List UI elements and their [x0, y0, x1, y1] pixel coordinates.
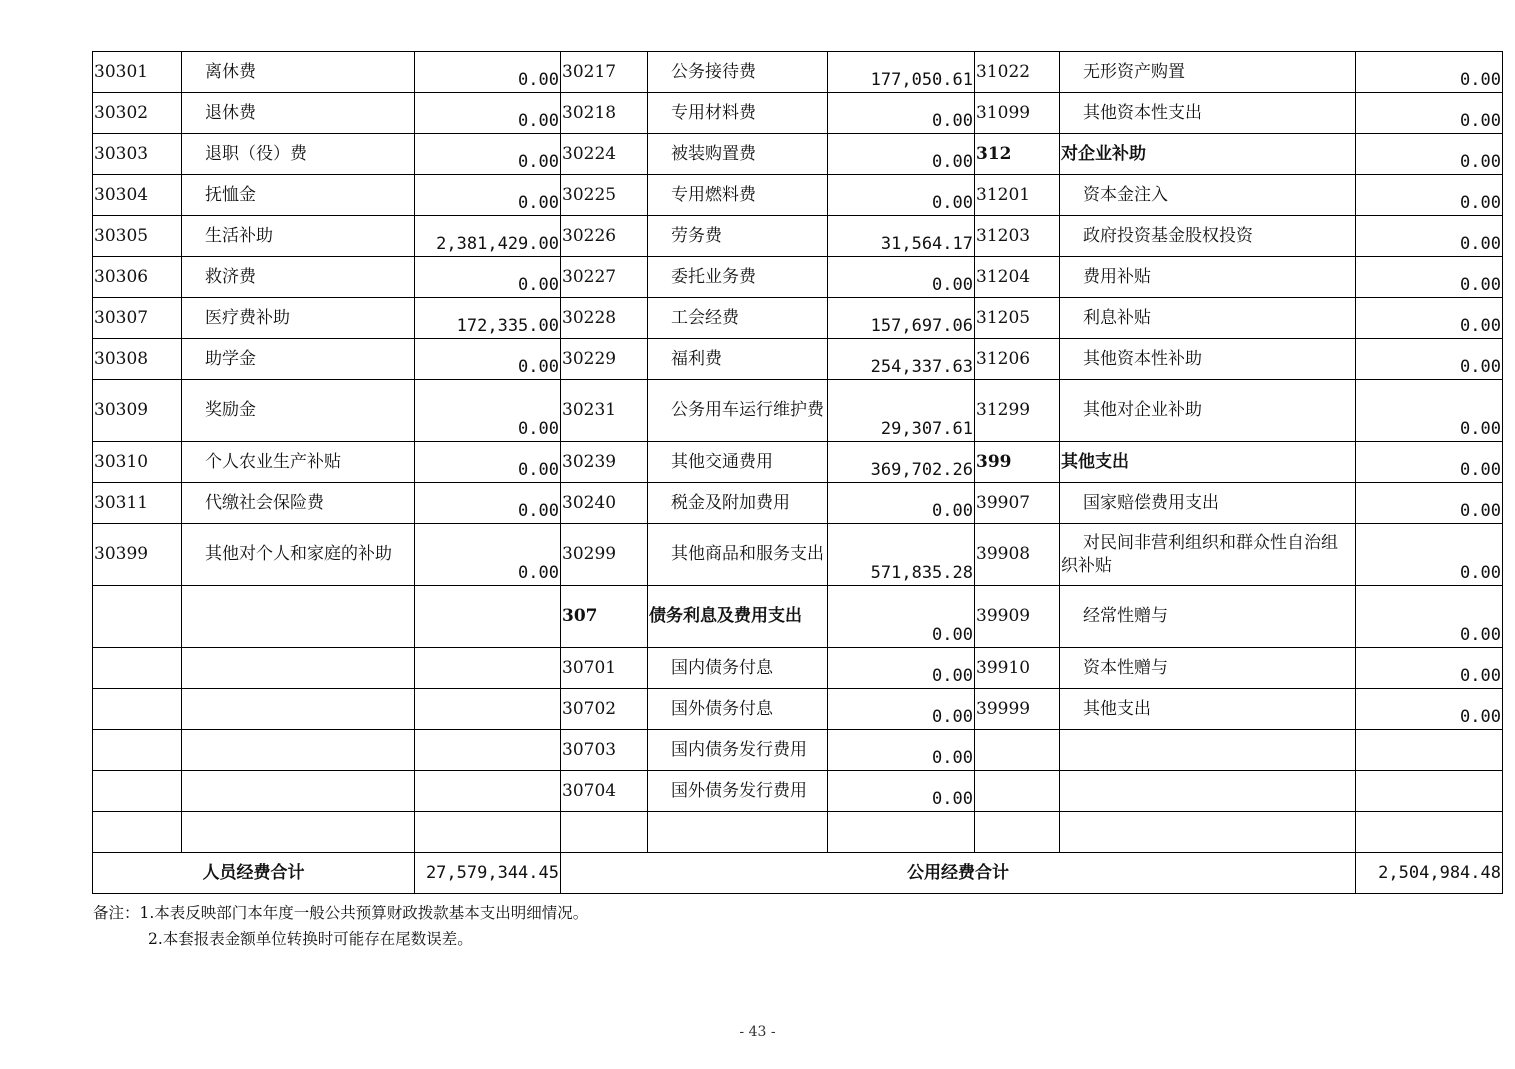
table-row: [93, 812, 1503, 853]
amount: 0.00: [1356, 298, 1503, 339]
amount: 29,307.61: [828, 380, 975, 442]
note-line-1: 备注：1.本表反映部门本年度一般公共预算财政拨款基本支出明细情况。: [93, 904, 589, 922]
amount: 369,702.26: [828, 442, 975, 483]
amount: 0.00: [828, 648, 975, 689]
personnel-total-value: 27,579,344.45: [415, 853, 561, 894]
table-row: [93, 442, 1503, 483]
amount: 31,564.17: [828, 216, 975, 257]
account-name: [182, 380, 415, 442]
amount: 0.00: [828, 771, 975, 812]
amount: 0.00: [415, 175, 561, 216]
account-code: 30218: [561, 93, 648, 134]
account-code: 30308: [93, 339, 182, 380]
amount: 0.00: [828, 730, 975, 771]
account-name: [182, 483, 415, 524]
account-name: [648, 771, 828, 812]
account-name: [648, 380, 828, 442]
account-name-label: 其他资本性支出: [1083, 102, 1202, 123]
account-name-label: 退职（役）费: [205, 143, 307, 164]
account-code: 39908: [975, 524, 1060, 586]
table-row: [93, 771, 1503, 812]
account-name: [1060, 524, 1356, 586]
amount: 0.00: [828, 586, 975, 648]
account-name: [182, 52, 415, 93]
account-name-label: 个人农业生产补贴: [205, 451, 341, 472]
note-line-2: 2.本套报表金额单位转换时可能存在尾数误差。: [148, 930, 473, 948]
account-code: [975, 812, 1060, 853]
account-name: [1060, 689, 1356, 730]
account-name: [182, 339, 415, 380]
account-name: [182, 586, 415, 648]
account-name: [648, 442, 828, 483]
amount: 0.00: [828, 134, 975, 175]
account-code: 39907: [975, 483, 1060, 524]
account-code: 30224: [561, 134, 648, 175]
account-code: 30702: [561, 689, 648, 730]
amount: [415, 812, 561, 853]
account-name: [1060, 93, 1356, 134]
account-code: 30302: [93, 93, 182, 134]
amount: 0.00: [828, 175, 975, 216]
account-name-label: 医疗费补助: [205, 307, 290, 328]
account-name-label: 其他商品和服务支出: [671, 544, 824, 565]
account-code: [93, 586, 182, 648]
account-code: 31205: [975, 298, 1060, 339]
account-code: 399: [975, 442, 1060, 483]
account-code: 30310: [93, 442, 182, 483]
account-code: 307: [561, 586, 648, 648]
account-name-label: 国外债务发行费用: [671, 780, 807, 801]
amount: 0.00: [1356, 586, 1503, 648]
account-name: [1060, 586, 1356, 648]
account-name-label: 福利费: [671, 348, 722, 369]
table-row: [93, 524, 1503, 586]
account-code: 30229: [561, 339, 648, 380]
account-code: 31201: [975, 175, 1060, 216]
account-name-label: 税金及附加费用: [671, 492, 790, 513]
account-name-label: 抚恤金: [205, 184, 256, 205]
account-name: [648, 339, 828, 380]
amount: 0.00: [1356, 257, 1503, 298]
account-name: [1060, 216, 1356, 257]
personnel-total-label: 人员经费合计: [93, 853, 415, 894]
account-name-label: 工会经费: [671, 307, 739, 328]
account-name: [648, 134, 828, 175]
amount: [1356, 771, 1503, 812]
account-name: [182, 689, 415, 730]
account-name: [182, 730, 415, 771]
account-name-label: 国家赔偿费用支出: [1083, 492, 1219, 513]
account-name: [1060, 175, 1356, 216]
account-name-label: 其他交通费用: [671, 451, 773, 472]
table-row: [93, 257, 1503, 298]
account-name: [1060, 257, 1356, 298]
table-row: [93, 380, 1503, 442]
account-name-label: 国外债务付息: [671, 698, 773, 719]
account-name: [1060, 648, 1356, 689]
account-code: 30217: [561, 52, 648, 93]
account-name: [1060, 771, 1356, 812]
account-name-label: 劳务费: [671, 225, 722, 246]
account-name: [648, 216, 828, 257]
account-code: 30701: [561, 648, 648, 689]
amount: 0.00: [415, 483, 561, 524]
account-name: [1060, 812, 1356, 853]
account-code: [93, 771, 182, 812]
account-name: [182, 216, 415, 257]
account-code: 30301: [93, 52, 182, 93]
table-row: [93, 730, 1503, 771]
account-name-label: 无形资产购置: [1083, 61, 1185, 82]
account-name-label: 资本性赠与: [1083, 657, 1168, 678]
amount: [828, 812, 975, 853]
account-code: 31022: [975, 52, 1060, 93]
account-code: [93, 648, 182, 689]
amount: 0.00: [1356, 442, 1503, 483]
amount: 0.00: [415, 380, 561, 442]
amount: 0.00: [828, 483, 975, 524]
account-code: 39999: [975, 689, 1060, 730]
account-name-label: 利息补贴: [1083, 307, 1151, 328]
account-name-label: 离休费: [205, 61, 256, 82]
account-name-label: 生活补助: [205, 225, 273, 246]
account-name: [648, 730, 828, 771]
amount: 0.00: [1356, 524, 1503, 586]
account-name-label: 债务利息及费用支出: [649, 606, 802, 627]
account-name-label: 公务接待费: [671, 61, 756, 82]
account-name: [648, 689, 828, 730]
account-name: [182, 175, 415, 216]
notes: [93, 900, 588, 952]
account-name-label: 对民间非营利组织和群众性自治组织补贴: [1061, 532, 1338, 576]
amount: 2,381,429.00: [415, 216, 561, 257]
account-name-label: 代缴社会保险费: [205, 492, 324, 513]
amount: 0.00: [1356, 380, 1503, 442]
account-name-label: 资本金注入: [1083, 184, 1168, 205]
account-name: [648, 175, 828, 216]
account-code: 39909: [975, 586, 1060, 648]
account-name-label: 国内债务发行费用: [671, 739, 807, 760]
account-name-label: 其他对个人和家庭的补助: [205, 544, 392, 565]
account-name: [648, 812, 828, 853]
account-name: [648, 586, 828, 648]
expenditure-detail-table: [92, 51, 1503, 894]
account-code: 30704: [561, 771, 648, 812]
account-name-label: 退休费: [205, 102, 256, 123]
amount: 0.00: [1356, 52, 1503, 93]
table-row: [93, 689, 1503, 730]
account-name: [182, 442, 415, 483]
table-row: [93, 298, 1503, 339]
table-row: [93, 339, 1503, 380]
amount: 0.00: [1356, 216, 1503, 257]
amount: 0.00: [828, 93, 975, 134]
account-name: [182, 771, 415, 812]
account-name: [1060, 380, 1356, 442]
account-name: [182, 93, 415, 134]
account-name: [648, 483, 828, 524]
account-name: [182, 134, 415, 175]
account-code: 30304: [93, 175, 182, 216]
table-row: [93, 483, 1503, 524]
account-name-label: 委托业务费: [671, 266, 756, 287]
account-code: 30307: [93, 298, 182, 339]
account-code: 30231: [561, 380, 648, 442]
account-code: 30239: [561, 442, 648, 483]
account-name: [1060, 730, 1356, 771]
amount: 0.00: [415, 524, 561, 586]
account-name-label: 其他资本性补助: [1083, 348, 1202, 369]
account-code: 30399: [93, 524, 182, 586]
account-name: [1060, 134, 1356, 175]
amount: 0.00: [1356, 648, 1503, 689]
amount: 0.00: [415, 339, 561, 380]
account-name: [182, 812, 415, 853]
account-name-label: 对企业补助: [1061, 143, 1146, 164]
table-row: [93, 175, 1503, 216]
account-name: [1060, 483, 1356, 524]
account-code: 30299: [561, 524, 648, 586]
amount: 0.00: [828, 257, 975, 298]
account-name: [1060, 298, 1356, 339]
account-name-label: 专用燃料费: [671, 184, 756, 205]
account-code: 30240: [561, 483, 648, 524]
account-name: [182, 524, 415, 586]
account-code: 30311: [93, 483, 182, 524]
amount: [415, 730, 561, 771]
account-code: 30309: [93, 380, 182, 442]
amount: 157,697.06: [828, 298, 975, 339]
account-name-label: 奖励金: [205, 400, 256, 421]
account-name: [182, 298, 415, 339]
account-name-label: 其他对企业补助: [1083, 400, 1202, 421]
account-code: [975, 730, 1060, 771]
account-name: [182, 257, 415, 298]
page-number: - 43 -: [739, 1024, 776, 1040]
account-code: [975, 771, 1060, 812]
account-code: [93, 812, 182, 853]
amount: [415, 648, 561, 689]
account-name: [648, 52, 828, 93]
amount: 0.00: [1356, 339, 1503, 380]
public-total-value: 2,504,984.48: [1356, 853, 1503, 894]
account-name-label: 被装购置费: [671, 143, 756, 164]
totals-row: [93, 853, 1503, 894]
account-code: 30227: [561, 257, 648, 298]
amount: 254,337.63: [828, 339, 975, 380]
table-row: [93, 216, 1503, 257]
account-name: [182, 648, 415, 689]
account-code: 39910: [975, 648, 1060, 689]
account-code: 31206: [975, 339, 1060, 380]
table-row: [93, 52, 1503, 93]
amount: 0.00: [1356, 93, 1503, 134]
account-name: [648, 93, 828, 134]
account-name-label: 助学金: [205, 348, 256, 369]
account-code: 31299: [975, 380, 1060, 442]
account-code: 30225: [561, 175, 648, 216]
amount: [1356, 730, 1503, 771]
account-name: [648, 648, 828, 689]
account-code: [93, 689, 182, 730]
amount: 0.00: [415, 442, 561, 483]
amount: [1356, 812, 1503, 853]
account-code: 30703: [561, 730, 648, 771]
account-name-label: 公务用车运行维护费: [671, 400, 824, 421]
amount: 0.00: [415, 134, 561, 175]
amount: 177,050.61: [828, 52, 975, 93]
amount: 0.00: [828, 689, 975, 730]
account-name: [1060, 52, 1356, 93]
account-code: 30226: [561, 216, 648, 257]
account-code: 31099: [975, 93, 1060, 134]
amount: [415, 586, 561, 648]
amount: [415, 689, 561, 730]
amount: 172,335.00: [415, 298, 561, 339]
account-name-label: 其他支出: [1061, 451, 1129, 472]
amount: 0.00: [1356, 175, 1503, 216]
account-name-label: 专用材料费: [671, 102, 756, 123]
amount: 0.00: [1356, 689, 1503, 730]
account-code: 31203: [975, 216, 1060, 257]
account-name: [648, 298, 828, 339]
public-total-label: 公用经费合计: [561, 853, 1356, 894]
amount: 571,835.28: [828, 524, 975, 586]
table-row: [93, 586, 1503, 648]
account-code: 30228: [561, 298, 648, 339]
account-name: [1060, 442, 1356, 483]
account-name-label: 政府投资基金股权投资: [1083, 225, 1253, 246]
account-code: 31204: [975, 257, 1060, 298]
account-name-label: 其他支出: [1083, 698, 1151, 719]
account-name-label: 费用补贴: [1083, 266, 1151, 287]
amount: 0.00: [1356, 134, 1503, 175]
account-name: [648, 257, 828, 298]
account-name-label: 救济费: [205, 266, 256, 287]
table-row: [93, 648, 1503, 689]
account-code: 30305: [93, 216, 182, 257]
amount: 0.00: [415, 257, 561, 298]
account-name: [648, 524, 828, 586]
amount: [415, 771, 561, 812]
account-code: 30303: [93, 134, 182, 175]
account-code: [93, 730, 182, 771]
account-code: [561, 812, 648, 853]
account-code: 312: [975, 134, 1060, 175]
amount: 0.00: [1356, 483, 1503, 524]
account-code: 30306: [93, 257, 182, 298]
table-row: [93, 93, 1503, 134]
amount: 0.00: [415, 52, 561, 93]
table-row: [93, 134, 1503, 175]
account-name: [1060, 339, 1356, 380]
amount: 0.00: [415, 93, 561, 134]
account-name-label: 经常性赠与: [1083, 606, 1168, 627]
account-name-label: 国内债务付息: [671, 657, 773, 678]
